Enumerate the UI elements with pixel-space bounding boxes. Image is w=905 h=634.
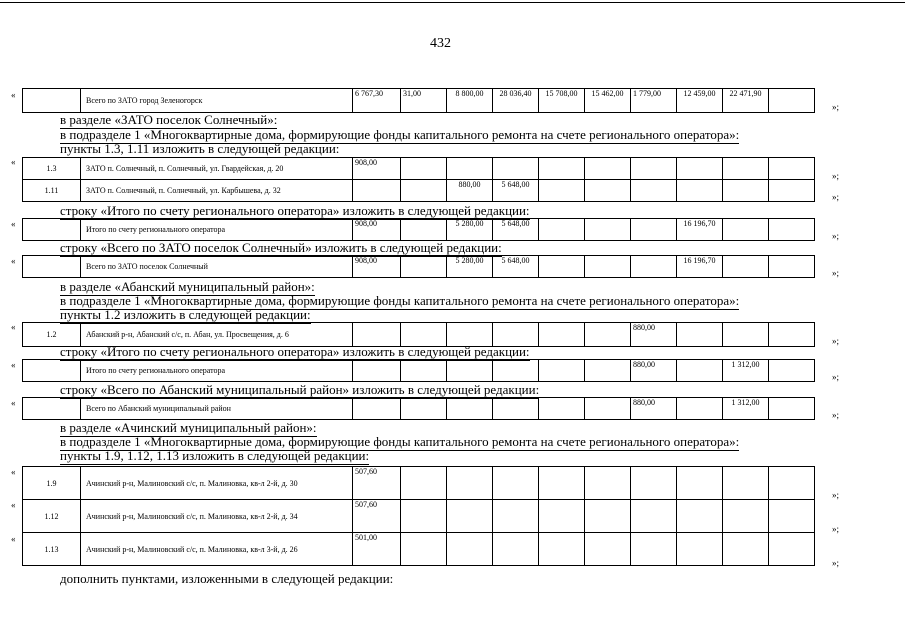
table-achinsky-points [22, 466, 815, 566]
paragraph-section-achinsky: в разделе «Ачинский муниципальный район»: [60, 420, 317, 435]
paragraph-itogo-abansky: строку «Итого по счету регионального оператора» изложить в следующей редакции: [60, 344, 530, 359]
top-rule [0, 2, 905, 3]
paragraph-points: пункты 1.2 изложить в следующей редакции: [60, 307, 311, 322]
table-row: 1.11 ЗАТО п. Солнечный, п. Солнечный, ул. Карбышева, д. 32 880,00 5 648,00 [23, 180, 815, 202]
table-total-zelenogorsk [22, 88, 815, 113]
quote-open: « [11, 534, 16, 544]
quote-close: »; [832, 192, 840, 202]
quote-close: »; [832, 372, 840, 382]
table-row: 1.13 Ачинский р-н, Малиновский с/с, п. Малиновка, кв-л 3-й, д. 26 501,00 [23, 533, 815, 566]
table-row: 1.2 Абанский р-н, Абанский с/с, п. Абан, ул. Просвещения, д. 6 880,00 [23, 323, 815, 347]
quote-close: »; [832, 410, 840, 420]
paragraph-section-abansky: в разделе «Абанский муниципальный район»: [60, 279, 315, 294]
quote-open: « [11, 256, 16, 266]
paragraph-vsego-solnechny: строку «Всего по ЗАТО поселок Солнечный» изложить в следующей редакции: [60, 240, 502, 255]
paragraph-itogo-solnechny: строку «Итого по счету регионального оператора» изложить в следующей редакции: [60, 203, 530, 218]
table-row: Всего по ЗАТО поселок Солнечный 908,00 5 280,00 5 648,00 16 196,70 [23, 256, 815, 278]
quote-close: »; [832, 171, 840, 181]
table-row: Всего по ЗАТО город Зеленогорск 6 767,30 31,00 8 800,00 28 036,40 15 708,00 15 462,00 1 779,00 12 459,00 22 471,90 [23, 89, 815, 113]
table-itogo-solnechny [22, 218, 815, 241]
quote-open: « [11, 90, 16, 100]
table-solnechny-points [22, 157, 815, 202]
table-row: Итого по счету регионального оператора 880,00 1 312,00 [23, 360, 815, 382]
table-vsego-abansky [22, 397, 815, 420]
paragraph-points: пункты 1.9, 1.12, 1.13 изложить в следующей редакции: [60, 448, 370, 463]
paragraph-section-solnechny: в разделе «ЗАТО поселок Солнечный»: [60, 112, 278, 127]
quote-open: « [11, 157, 16, 167]
paragraph-add-points: дополнить пунктами, изложенными в следующей редакции: [60, 571, 394, 586]
paragraph-subsection-1: в подразделе 1 «Многоквартирные дома, формирующие фонды капитального ремонта на счете регионального оператора»: [60, 434, 740, 449]
row-name: Всего по ЗАТО город Зеленогорск [81, 89, 353, 113]
quote-open: « [11, 398, 16, 408]
quote-close: »; [832, 268, 840, 278]
paragraph-subsection-1: в подразделе 1 «Многоквартирные дома, формирующие фонды капитального ремонта на счете регионального оператора»: [60, 127, 740, 142]
quote-open: « [11, 360, 16, 370]
quote-open: « [11, 467, 16, 477]
quote-close: »; [832, 336, 840, 346]
quote-close: »; [832, 558, 840, 568]
quote-close: »; [832, 231, 840, 241]
page-number: 432 [430, 36, 451, 51]
table-row: Итого по счету регионального оператора 908,00 5 280,00 5 648,00 16 196,70 [23, 219, 815, 241]
quote-open: « [11, 219, 16, 229]
quote-open: « [11, 500, 16, 510]
table-row: 1.3 ЗАТО п. Солнечный, п. Солнечный, ул. Гвардейская, д. 20 908,00 [23, 158, 815, 180]
paragraph-points: пункты 1.3, 1.11 изложить в следующей редакции: [60, 141, 340, 156]
quote-close: »; [832, 490, 840, 500]
quote-close: »; [832, 524, 840, 534]
table-row: 1.9 Ачинский р-н, Малиновский с/с, п. Малиновка, кв-л 2-й, д. 30 507,60 [23, 467, 815, 500]
paragraph-vsego-abansky: строку «Всего по Абанский муниципальный район» изложить в следующей редакции: [60, 382, 540, 397]
table-row: 1.12 Ачинский р-н, Малиновский с/с, п. Малиновка, кв-л 2-й, д. 34 507,60 [23, 500, 815, 533]
quote-close: »; [832, 102, 840, 112]
table-row: Всего по Абанский муниципальный район 880,00 1 312,00 [23, 398, 815, 420]
quote-open: « [11, 322, 16, 332]
table-vsego-solnechny [22, 255, 815, 278]
paragraph-subsection-1: в подразделе 1 «Многоквартирные дома, формирующие фонды капитального ремонта на счете регионального оператора»: [60, 293, 740, 308]
table-itogo-abansky [22, 359, 815, 382]
